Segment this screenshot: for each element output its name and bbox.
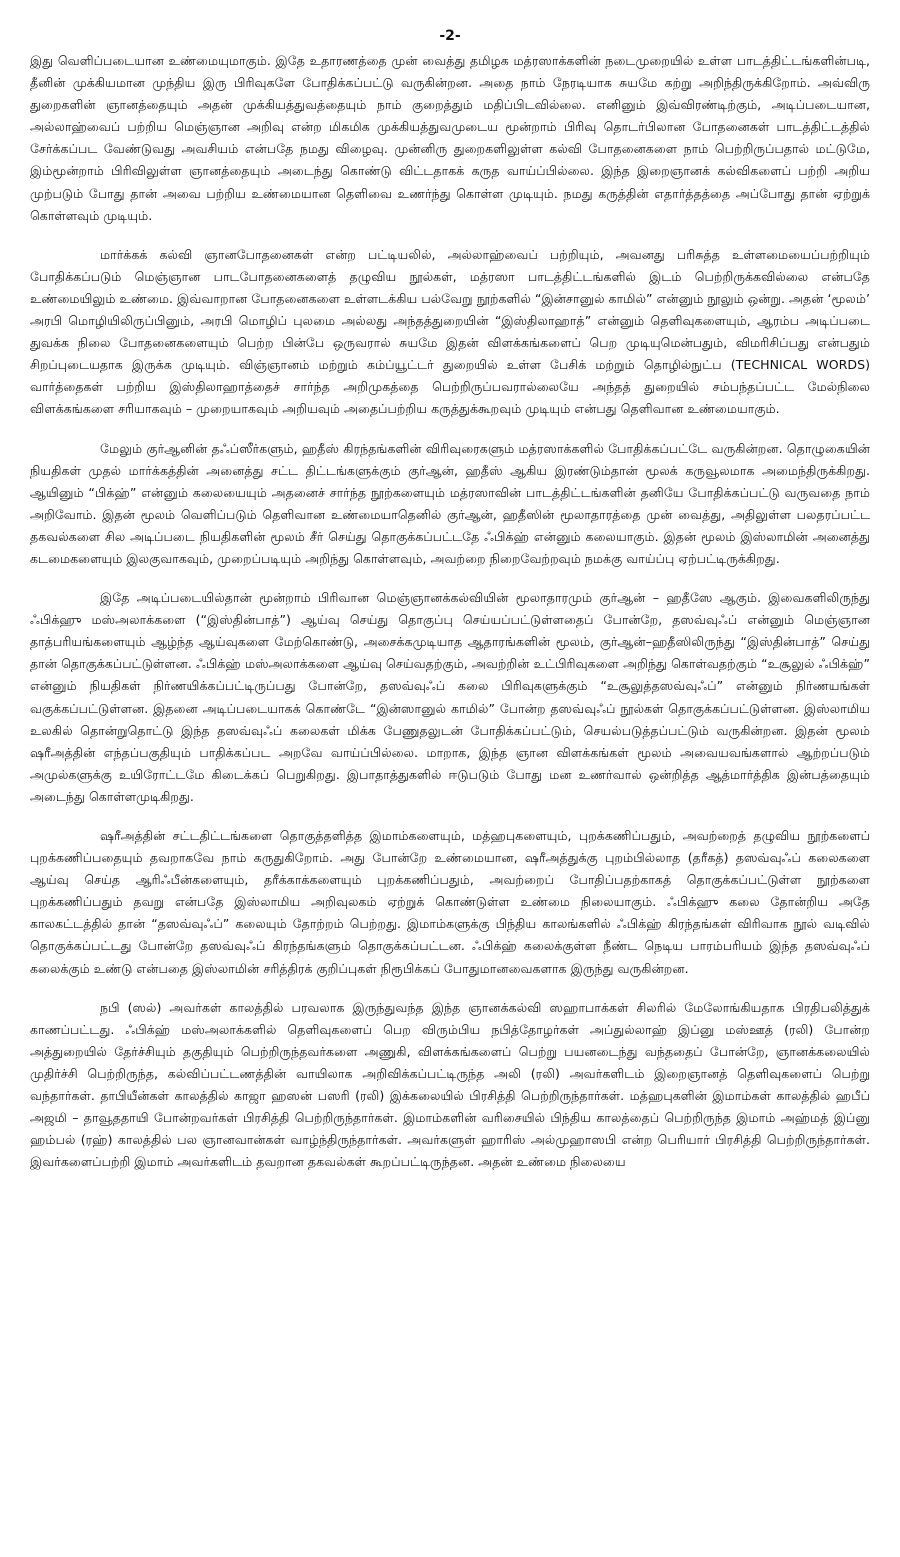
page-number: -2- [439, 28, 461, 44]
paragraph-4: இதே அடிப்படையில்தான் மூன்றாம் பிரிவான மெஞ்ஞானக்கல்வியின் மூலாதாரமும் குர்ஆன் – ஹதீஸே ஆகும். இவைகளிலிருந்து ஃபிக்ஹு மஸ்அலாக்களை (“இஸ்தின்பாத்”) ஆய்வு செய்து தொகுப்பு செய்யப்பட்டுள்ளதைப் போன்றே, தஸவ்வுஃப் என்னும் மெஞ்ஞான தாத்பரியங்களையும் ஆழ்ந்த ஆய்வுகளை மேற்கொண்டு, அசைக்கமுடியாத ஆதாரங்களின் மூலம், குர்ஆன்–ஹதீஸிலிருந்து “இஸ்தின்பாத்” செய்து தான் தொகுக்கப்பட்டுள்ளன. ஃபிக்ஹ் மஸ்அலாக்களை ஆய்வு செய்வதற்கும், அவற்றின் உட்பிரிவுகளை அறிந்து கொள்வதற்கும் “உசூலுல் ஃபிக்ஹ்” என்னும் நியதிகள் நிர்ணயிக்கப்பட்டிருப்பது போன்றே, தஸவ்வுஃப் கலை பிரிவுகளுக்கும் “உசூலுத்தஸவ்வுஃப்” என்னும் நிர்ணயங்கள் வகுக்கப்பட்டுள்ளன. இதனை அடிப்படையாகக் கொண்டே “இன்ஸானுல் காமில்” போன்ற தஸவ்வுஃப் நூல்கள் தொகுக்கப்பட்டுள்ளன. இஸ்லாமிய உலகில் தொன்றுதொட்டு இந்த தஸவ்வுஃப் கலைகள் மிக்க பேணுதலுடன் போதிக்கப்பட்டும், செயல்படுத்தப்பட்டும் வருகின்றன. இதன் மூலம் ஷரீஅத்தின் எந்தப்பகுதியும் பாதிக்கப்பட அறவே வாய்ப்பில்லை. மாறாக, இந்த ஞான விளக்கங்கள் மூலம் அவையவங்களால் ஆற்றப்படும் அமுல்களுக்கு உயிரோட்டமே கிடைக்கப் பெறுகிறது. இபாதாத்துகளில் ஈடுபடும் போது மன உணர்வால் ஒன்றித்த ஆத்மார்த்திக இன்பத்தையும் அடைந்து கொள்ளமுடிகிறது. [30, 590, 870, 804]
paragraph-5: ஷரீஅத்தின் சட்டதிட்டங்களை தொகுத்தளித்த இமாம்களையும், மத்ஹபுகளையும், புறக்கணிப்பதும், அவற்றைத் தழுவிய நூற்களைப் புறக்கணிப்பதையும் தவறாகவே நாம் கருதுகிறோம். அது போன்றே உண்மையான, ஷரீஅத்துக்கு புறம்பில்லாத (தரீகத்) தஸவ்வுஃப் கலைகளை ஆய்வு செய்த ஆரிஃபீன்களையும், தரீக்காக்களையும் புறக்கணிப்பதும், அவற்றைப் போதிப்பதற்காகத் தொகுக்கப்பட்டுள்ள நூற்களை புறக்கணிப்பதும் தவறு என்பதே இஸ்லாமிய அறிவுலகம் ஏற்றுக் கொண்டுள்ள உண்மை நிலையாகும். ஃபிக்ஹு கலை தோன்றிய அதே காலகட்டத்தில் தான் “தஸவ்வுஃப்” கலையும் தோற்றம் பெற்றது. இமாம்களுக்கு பிந்திய காலங்களில் ஃபிக்ஹ் கிரந்தங்கள் விரிவாக நூல் வடிவில் தொகுக்கப்பட்டது போன்றே தஸவ்வுஃப் கிரந்தங்களும் தொகுக்கப்பட்டன. ஃபிக்ஹ் கலைக்குள்ள நீண்ட நெடிய பாரம்பரியம் இந்த தஸவ்வுஃப் கலைக்கும் உண்டு என்பதை இஸ்லாமின் சரித்திரக் குறிப்புகள் நிரூபிக்கப் போதுமானவைகளாக இருந்து வருகின்றன. [30, 828, 870, 976]
paragraph-3: மேலும் குர்ஆனின் தஃப்ஸீர்களும், ஹதீஸ் கிரந்தங்களின் விரிவுரைகளும் மத்ரஸாக்களில் போதிக்கப்பட்டே வருகின்றன. தொழுகையின் நியதிகள் முதல் மார்க்கத்தின் அனைத்து சட்ட திட்டங்களுக்கும் குர்ஆன், ஹதீஸ் ஆகிய இரண்டும்தான் மூலக் கருவூலமாக அமைந்திருக்கிறது. ஆயினும் “பிக்ஹ்” என்னும் கலையையும் அதனைச் சார்ந்த நூற்களையும் மத்ரஸாவின் பாடத்திட்டங்களின் தனியே போதிக்கப்பட்டு வருவதை நாம் அறிவோம். இதன் மூலம் வெளிப்படும் தெளிவான உண்மையாதெனில் குர்ஆன், ஹதீஸின் மூலாதாரத்தை முன் வைத்து, அதிலுள்ள பலதரப்பட்ட தகவல்களை சில அடிப்படை நியதிகளின் மூலம் சீர் செய்து தொகுக்கப்பட்டதே ஃபிக்ஹ் என்னும் கலையாகும். இதன் மூலம் இஸ்லாமின் அனைத்து கடமைகளையும் இலகுவாகவும், முறைப்படியும் அறிந்து கொள்ளவும், அவற்றை நிறைவேற்றவும் நமக்கு வாய்ப்பு ஏற்பட்டிருக்கிறது. [30, 440, 871, 566]
paragraph-6: நபி (ஸல்) அவர்கள் காலத்தில் பரவலாக இருந்துவந்த இந்த ஞானக்கல்வி ஸஹாபாக்கள் சிலரில் மேலோங்கியதாக பிரதிபலித்துக் காணப்பட்டது. ஃபிக்ஹ் மஸ்அலாக்களில் தெளிவுகளைப் பெற விரும்பிய நபித்தோழர்கள் அப்துல்லாஹ் இப்னு மஸ்ஊத் (ரலி) போன்ற அத்துறையில் தேர்ச்சியும் தகுதியும் பெற்றிருந்தவர்களை அணுகி, விளக்கங்களைப் பெற்று பயனடைந்து வந்ததைப் போன்றே, ஞானக்கலையில் முதிர்ச்சி பெற்றிருந்த, கல்விப்பட்டணத்தின் வாயிலாக அறிவிக்கப்பட்டிருந்த அலி (ரலி) அவர்களிடம் இறைஞானத் தெளிவுகளைப் பெற்று வந்தார்கள். தாபியீன்கள் காலத்தில் காஜா ஹஸன் பஸரி (ரலி) இக்கலையில் பிரசித்தி பெற்றிருந்தார்கள். மத்ஹபுகளின் இமாம்கள் காலத்தில் ஹபீப் அஜமி – தாவூததாயி போன்றவர்கள் பிரசித்தி பெற்றிருந்தார்கள். இமாம்களின் வரிசையில் பிந்திய காலத்தைப் பெற்றிருந்த இமாம் அஹ்மத் இப்னு ஹம்பல் (ரஹ்) காலத்தில் பல ஞானவான்கள் வாழ்ந்திருந்தார்கள். அவர்களுள் ஹாரிஸ் அல்முஹாஸபி என்ற பெரியார் பிரசித்தி பெற்றிருந்தார்கள். இவர்களைப்பற்றி இமாம் அவர்களிடம் தவறான தகவல்கள் கூறப்பட்டிருந்தன. அதன் உண்மை நிலையை [30, 999, 870, 1170]
paragraph-1: இது வெளிப்படையான உண்மையுமாகும். இதே உதாரணத்தை முன் வைத்து தமிழக மத்ரஸாக்களின் நடைமுறையில் உள்ள பாடத்திட்டங்களின்படி, தீனின் முக்கியமான முந்திய இரு பிரிவுகளே போதிக்கப்பட்டு வருகின்றன. அதை நாம் நேரடியாக சுயமே கற்று அறிந்திருக்கிறோம். அவ்விரு துறைகளின் ஞானத்தையும் அதன் முக்கியத்துவத்தையும் நாம் குறைத்தும் மதிப்பிடவில்லை. எனினும் இவ்விரண்டிற்கும், அடிப்படையான, அல்லாஹ்வைப் பற்றிய மெஞ்ஞான அறிவு என்ற மிகமிக முக்கியத்துவமுடைய மூன்றாம் பிரிவு தொடர்பிலான போதனைகள் பாடத்திட்டத்தில் சேர்க்கப்பட வேண்டுவது அவசியம் என்பதே நமது விழைவு. முன்னிரு துறைகளிலுள்ள கல்வி போதனைகளை நாம் பெற்றிருப்பதால் மட்டுமே, இம்மூன்றாம் பிரிவிலுள்ள ஞானத்தையும் அடைந்து கொண்டு விட்டதாகக் கருத வாய்ப்பில்லை. இந்த இறைஞானக் கல்விகளைப் பற்றி அறிய முற்படும் போது தான் அவை பற்றிய உண்மையான தெளிவை உணர்ந்து கொள்ள முடியும். நமது கருத்தின் எதார்த்தத்தை அப்போது தான் ஏற்றுக் கொள்ளவும் முடியும். [30, 53, 870, 223]
paragraph-2: மார்க்கக் கல்வி ஞானபோதனைகள் என்ற பட்டியலில், அல்லாஹ்வைப் பற்றியும், அவனது பரிசுத்த உள்ளமையைப்பற்றியும் போதிக்கப்படும் மெஞ்ஞான பாடபோதனைகளைத் தழுவிய நூல்கள், மத்ரஸா பாடத்திட்டங்களில் இடம் பெற்றிருக்கவில்லை என்பதே உண்மையிலும் உண்மை. இவ்வாறான போதனைகளை உள்ளடக்கிய பல்வேறு நூற்களில் “இன்சானுல் காமில்” என்னும் நூலும் ஒன்று. அதன் ‘மூலம்’ அரபி மொழியிலிருப்பினும், அரபி மொழிப் புலமை அல்லது அந்தத்துறையின் “இஸ்திலாஹாத்” என்னும் தெளிவுகளையும், ஆரம்ப அடிப்படை துவக்க நிலை போதனைகளையும் பெற்ற பின்பே ஒருவரால் சுயமே இதன் விளக்கங்களைப் பெற முடியுமென்பதும், விமரிசிப்பது என்பதும் சிறப்புடையதாக இருக்க முடியும். விஞ்ஞானம் மற்றும் கம்ப்யூட்டர் துறையில் உள்ள பேசிக் மற்றும் தொழில்நுட்ப (TECHNICAL WORDS) வார்த்தைகள் பற்றிய இஸ்திலாஹாத்தைச் சார்ந்த அறிமுகத்தை பெற்றிருப்பவரால்லையே அந்தத் துறையில் சம்பந்தப்பட்ட மேல்நிலை விளக்கங்களை சரியாகவும் – முறையாகவும் அறியவும் அதைப்பற்றிய கருத்துக்கூறவும் முடியும் என்பது தெளிவான உண்மையாகும். [30, 246, 870, 417]
